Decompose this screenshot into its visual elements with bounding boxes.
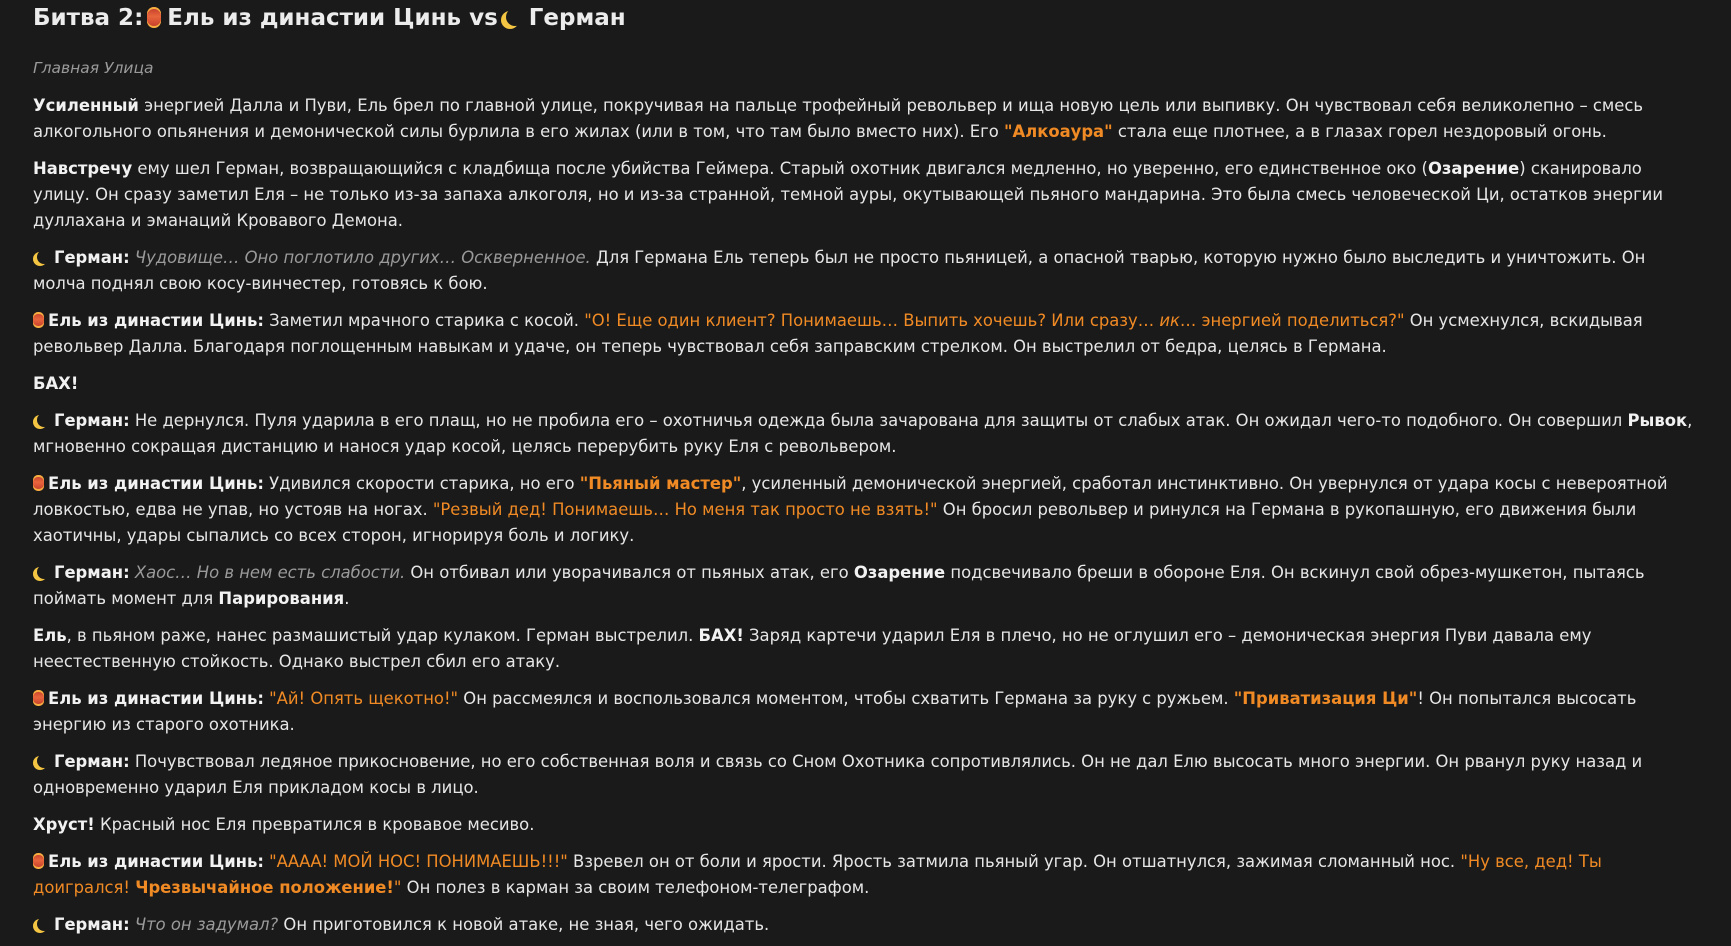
- dialogue: ": [393, 878, 402, 897]
- narration: подсвечивало бреши в обороне Еля. Он вскинул свой обрез-мушкетон, пытаясь поймать момент для: [33, 563, 1645, 608]
- narration: Не дернулся. Пуля ударила в его плащ, но не пробила его – охотничья одежда была зачарована для защиты от слабых атак. Он ожидал чего-то подобного. Он совершил: [129, 411, 1628, 430]
- paragraph-2: [33, 156, 1703, 234]
- narration: стала еще плотнее, а в глазах горел нездоровый огонь.: [1112, 122, 1607, 141]
- speaker-name: Ель из династии Цинь:: [48, 311, 264, 330]
- sound-effect: Хруст!: [33, 815, 95, 834]
- skill-name: "Приватизация Ци": [1233, 689, 1418, 708]
- crescent-moon-icon: [37, 250, 51, 264]
- skill-name: Парирования: [218, 589, 345, 608]
- narration: Красный нос Еля превратился в кровавое месиво.: [94, 815, 535, 834]
- inner-thought: Что он задумал?: [134, 915, 279, 934]
- title-prefix: Битва 2:: [33, 5, 144, 31]
- skill-name: Рывок: [1627, 411, 1688, 430]
- red-lantern-icon: [33, 853, 44, 869]
- dialogue: "Ай! Опять щекотно!": [269, 689, 459, 708]
- paragraph-11: [33, 749, 1703, 801]
- dialogue: "Резвый дед! Понимаешь… Но меня так просто не взять!": [432, 500, 938, 519]
- narration: Он бросил револьвер и ринулся на Германа в рукопашную, его движения были хаотичны, удары сыпались со всех сторон, игнорируя боль и логику.: [33, 500, 1637, 545]
- skill-name: Озарение: [853, 563, 946, 582]
- title-fighter-1: Ель из династии Цинь: [167, 5, 462, 31]
- crescent-moon-icon: [37, 917, 51, 931]
- dialogue: "АААА! МОЙ НОС! ПОНИМАЕШЬ!!!": [269, 852, 568, 871]
- speaker-name: Герман:: [54, 563, 130, 582]
- sound-effect: БАХ!: [33, 374, 79, 393]
- narration: Удивился скорости старика, но его: [263, 474, 580, 493]
- crescent-moon-icon: [37, 565, 51, 579]
- crescent-moon-icon: [506, 8, 524, 26]
- narration: Он усмехнулся, вскидывая револьвер Далла. Благодаря поглощенным навыкам и удаче, он теперь чувствовал себя заправским стрелком. Он выстрелил от бедра, целясь в Германа.: [33, 311, 1643, 356]
- narration: , усиленный демонической энергией, сработал инстинктивно. Он увернулся от удара косы с невероятной ловкостью, едва не упав, но устояв на ногах.: [33, 474, 1668, 519]
- paragraph-5: [33, 371, 1703, 397]
- narration: , в пьяном раже, нанес размашистый удар кулаком. Герман выстрелил.: [66, 626, 699, 645]
- emphasis: Усиленный: [33, 96, 139, 115]
- narration: Почувствовал ледяное прикосновение, но его собственная воля и связь со Сном Охотника сопротивлялись. Он не дал Елю высосать много энергии. Он рванул руку назад и одновременно ударил Еля прикладом косы в лицо.: [33, 752, 1643, 797]
- speaker-name: Герман:: [54, 411, 130, 430]
- dialogue: "Ну все, дед! Ты доигрался!: [33, 852, 1602, 897]
- skill-name: Озарение: [1427, 159, 1520, 178]
- paragraph-12: [33, 812, 1703, 838]
- inner-thought: Хаос… Но в нем есть слабости.: [134, 563, 406, 582]
- skill-name: Чрезвычайное положение!: [135, 878, 394, 897]
- paragraph-10: [33, 686, 1703, 738]
- paragraph-13: [33, 849, 1703, 901]
- skill-name: "Пьяный мастер": [579, 474, 742, 493]
- narration: Заряд картечи ударил Еля в плечо, но не оглушил его – демоническая энергия Пуви давала ему неестественную стойкость. Однако выстрел сбил его атаку.: [33, 626, 1592, 671]
- narration: Заметил мрачного старика с косой.: [263, 311, 585, 330]
- speaker-name: Ель из династии Цинь:: [48, 852, 264, 871]
- narration: ему шел Герман, возвращающийся с кладбища после убийства Геймера. Старый охотник двигался медленно, но уверенно, его единственное око (: [132, 159, 1428, 178]
- skill-name: "Алкоаура": [1003, 122, 1113, 141]
- title-vs: vs: [469, 5, 498, 31]
- title-fighter-2: Герман: [528, 5, 626, 31]
- speaker-name: Герман:: [54, 915, 130, 934]
- dialogue: "О! Еще один клиент? Понимаешь… Выпить хочешь? Или сразу…: [584, 311, 1160, 330]
- narration: .: [344, 589, 350, 608]
- speaker-name: Герман:: [54, 248, 130, 267]
- narration: Для Германа Ель теперь был не просто пьяницей, а опасной тварью, которую нужно было выследить и уничтожить. Он молча поднял свою косу-винчестер, готовясь к бою.: [33, 248, 1646, 293]
- emphasis: Ель: [33, 626, 67, 645]
- narration: ! Он попытался высосать энергию из старого охотника.: [33, 689, 1637, 734]
- dialogue: ик: [1159, 311, 1180, 330]
- narration: Взревел он от боли и ярости. Ярость затмила пьяный угар. Он отшатнулся, зажимая сломанный нос.: [567, 852, 1461, 871]
- narration: Он приготовился к новой атаке, не зная, чего ожидать.: [278, 915, 770, 934]
- narration: , мгновенно сокращая дистанцию и нанося удар косой, целясь перерубить руку Еля с револьвером.: [33, 411, 1693, 456]
- paragraph-6: [33, 408, 1703, 460]
- red-lantern-icon: [33, 475, 44, 491]
- dialogue: … энергией поделиться?": [1179, 311, 1405, 330]
- red-lantern-icon: [147, 7, 161, 28]
- inner-thought: Чудовище… Оно поглотило других… Оскверненное.: [134, 248, 591, 267]
- paragraph-4: [33, 308, 1703, 360]
- speaker-name: Ель из династии Цинь:: [48, 474, 264, 493]
- paragraph-14: [33, 912, 1703, 938]
- red-lantern-icon: [33, 312, 44, 328]
- narration: Он полез в карман за своим телефоном-телеграфом.: [401, 878, 870, 897]
- paragraph-9: [33, 623, 1703, 675]
- crescent-moon-icon: [37, 754, 51, 768]
- speaker-name: Герман:: [54, 752, 130, 771]
- speaker-name: Ель из династии Цинь:: [48, 689, 264, 708]
- red-lantern-icon: [33, 690, 44, 706]
- paragraph-3: [33, 245, 1703, 297]
- sound-effect: БАХ!: [698, 626, 744, 645]
- crescent-moon-icon: [37, 413, 51, 427]
- narration: энергией Далла и Пуви, Ель брел по главной улице, покручивая на пальце трофейный револьвер и ища новую цель или выпивку. Он чувствовал себя великолепно – смесь алкогольного опьянения и демонической силы бурлила в его жилах (или в том, что там было вместо них). Его: [33, 96, 1644, 141]
- paragraph-8: [33, 560, 1703, 612]
- narration: ) сканировало улицу. Он сразу заметил Еля – не только из-за запаха алкоголя, но и из-за странной, темной ауры, окутывающей пьяного мандарина. Это была смесь человеческой Ци, остатков энергии дуллахана и эманаций Кровавого Демона.: [33, 159, 1663, 230]
- narration: Он рассмеялся и воспользовался моментом, чтобы схватить Германа за руку с ружьем.: [458, 689, 1234, 708]
- location-label: Главная Улица: [33, 59, 154, 77]
- paragraph-1: [33, 93, 1703, 145]
- battle-title: [33, 0, 1703, 34]
- paragraph-7: [33, 471, 1703, 549]
- emphasis: Навстречу: [33, 159, 133, 178]
- narration: Он отбивал или уворачивался от пьяных атак, его: [405, 563, 854, 582]
